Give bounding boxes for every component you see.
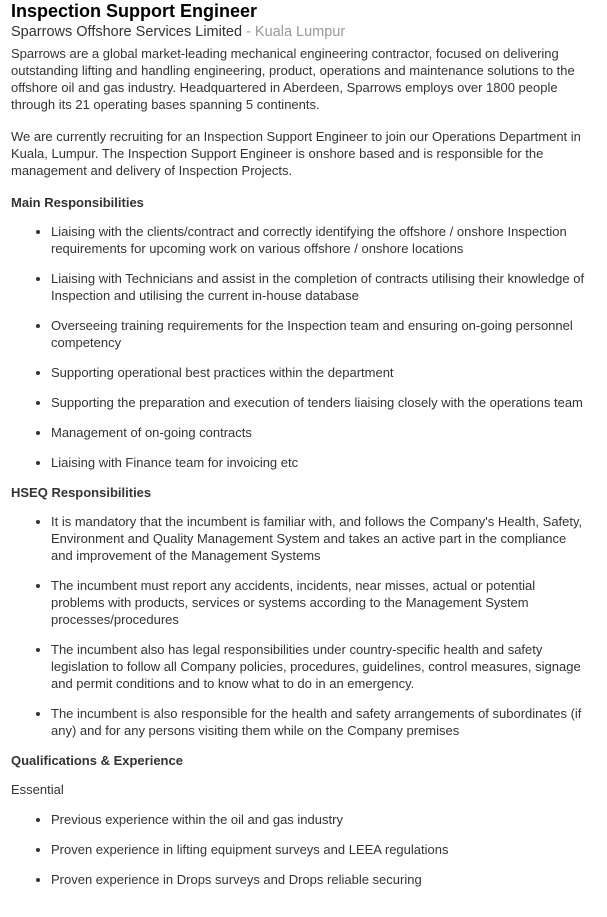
hseq-responsibilities-heading: HSEQ Responsibilities — [11, 485, 152, 500]
job-subtitle — [11, 23, 595, 42]
hseq-responsibilities-list — [11, 513, 595, 739]
intro-paragraph-role: We are currently recruiting for an Inspection Support Engineer to join our Operations Department in Kuala, Lumpur. The Inspection Support Engineer is onshore based and is responsible for the management and delivery of Inspection Projects. — [11, 129, 581, 178]
list-item: • It is mandatory that the incumbent is familiar with, and follows the Company's Health, Safety, Environment and Quality Management System and takes an active part in the compliance and improvement of the Management Systems — [51, 513, 595, 564]
main-responsibilities-heading: Main Responsibilities — [11, 195, 144, 210]
job-location: Kuala Lumpur — [254, 24, 346, 40]
qualifications-essential-label: Essential — [11, 782, 64, 797]
company-name: Sparrows Offshore Services Limited — [11, 24, 243, 40]
list-item: • The incumbent also has legal responsibilities under country-specific health and safety legislation to follow all Company policies, procedures, guidelines, control measures, signage and permit conditions and to know what to do in an emergency. — [51, 641, 595, 692]
list-item: • Overseeing training requirements for the Inspection team and ensuring on-going personnel competency — [51, 317, 595, 351]
list-item: • Management of on-going contracts — [51, 424, 595, 441]
qualifications-heading: Qualifications & Experience — [11, 753, 183, 768]
list-item: • Liaising with the clients/contract and correctly identifying the offshore / onshore Inspection requirements for upcoming work on various offshore / onshore locations — [51, 223, 595, 257]
list-item: • Supporting the preparation and execution of tenders liaising closely with the operations team — [51, 394, 595, 411]
list-item: • Liaising with Technicians and assist in the completion of contracts utilising their knowledge of Inspection and utilising the current in-house database — [51, 270, 595, 304]
list-item: • The incumbent must report any accidents, incidents, near misses, actual or potential problems with products, services or systems according to the Management System processes/procedures — [51, 577, 595, 628]
job-title: Inspection Support Engineer — [11, 1, 258, 21]
location-separator: - — [242, 24, 255, 40]
list-item: • Liaising with Finance team for invoicing etc — [51, 454, 595, 471]
list-item: • Proven experience in Drops surveys and Drops reliable securing — [51, 871, 595, 888]
list-item: • The incumbent is also responsible for the health and safety arrangements of subordinates (if any) and for any persons visiting them while on the Company premises — [51, 705, 595, 739]
intro-paragraph-company: Sparrows are a global market-leading mechanical engineering contractor, focused on delivering outstanding lifting and handling engineering, product, operations and maintenance solutions to the offshore oil and gas industry. Headquartered in Aberdeen, Sparrows employs over 1800 people through its 21 operating bases spanning 5 continents. — [11, 46, 575, 112]
list-item: • Supporting operational best practices within the department — [51, 364, 595, 381]
list-item: • Previous experience within the oil and gas industry — [51, 811, 595, 828]
list-item: • Proven experience in lifting equipment surveys and LEEA regulations — [51, 841, 595, 858]
qualifications-list — [11, 811, 595, 888]
main-responsibilities-list — [11, 223, 595, 471]
